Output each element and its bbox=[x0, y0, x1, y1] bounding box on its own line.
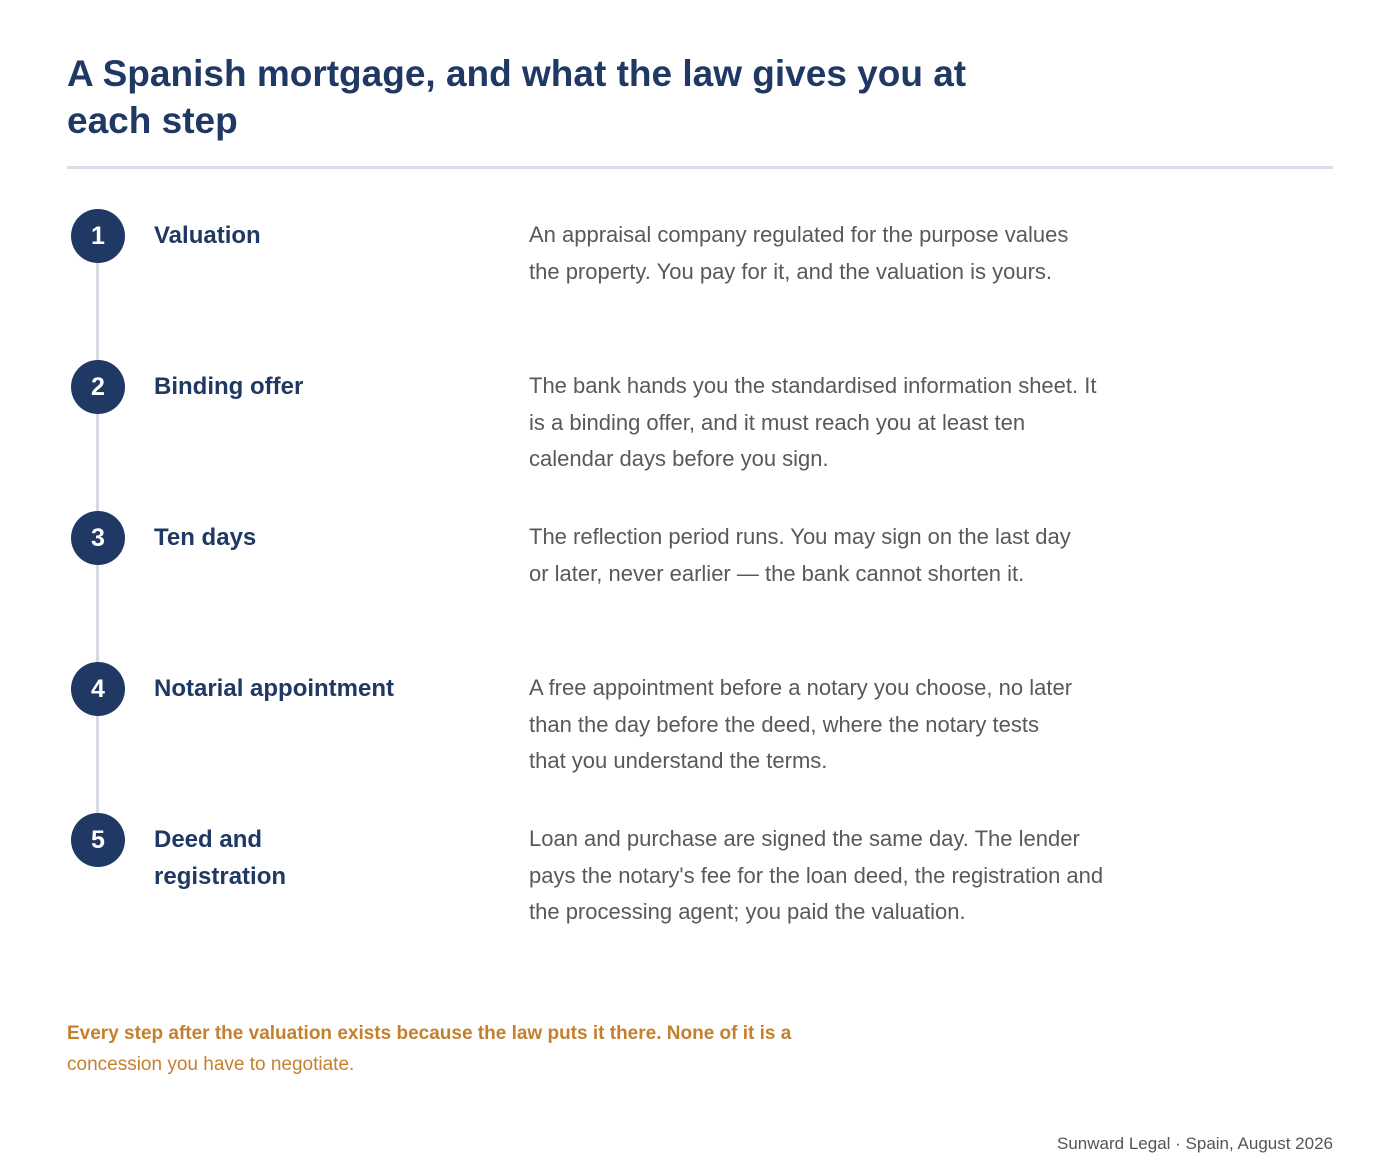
closing-note-emphasis: Every step after the valuation exists because the law puts it there. None of it is a bbox=[67, 1023, 792, 1044]
step-title: Deed and registration bbox=[154, 826, 287, 890]
page-title: A Spanish mortgage, and what the law gives you at each step bbox=[67, 53, 967, 141]
title-divider bbox=[67, 166, 1333, 169]
step-description: The bank hands you the standardised information sheet. It is a binding offer, and it must reach you at least ten calendar days before you sign. bbox=[529, 373, 1097, 471]
step-title: Ten days bbox=[154, 524, 257, 551]
step-description: An appraisal company regulated for the purpose values the property. You pay for it, and the valuation is yours. bbox=[529, 222, 1069, 284]
step-description: A free appointment before a notary you choose, no later than the day before the deed, where the notary tests that you understand the terms. bbox=[529, 675, 1073, 773]
step-number-badge: 4 bbox=[71, 662, 125, 716]
closing-note-rest: concession you have to negotiate. bbox=[67, 1054, 355, 1075]
step-title: Valuation bbox=[154, 222, 261, 249]
step-number-badge: 5 bbox=[71, 813, 125, 867]
step-description: Loan and purchase are signed the same day. The lender pays the notary's fee for the loan deed, the registration and the processing agent; you paid the valuation. bbox=[529, 826, 1104, 924]
footer-credit: Sunward Legal · Spain, August 2026 bbox=[1057, 1134, 1333, 1153]
step-number-badge: 1 bbox=[71, 209, 125, 263]
step-description: The reflection period runs. You may sign on the last day or later, never earlier — the bank cannot shorten it. bbox=[529, 524, 1071, 586]
step-number-badge: 3 bbox=[71, 511, 125, 565]
step-title: Binding offer bbox=[154, 373, 304, 400]
step-number-badge: 2 bbox=[71, 360, 125, 414]
step-title: Notarial appointment bbox=[154, 675, 395, 702]
closing-note bbox=[67, 1018, 897, 1080]
